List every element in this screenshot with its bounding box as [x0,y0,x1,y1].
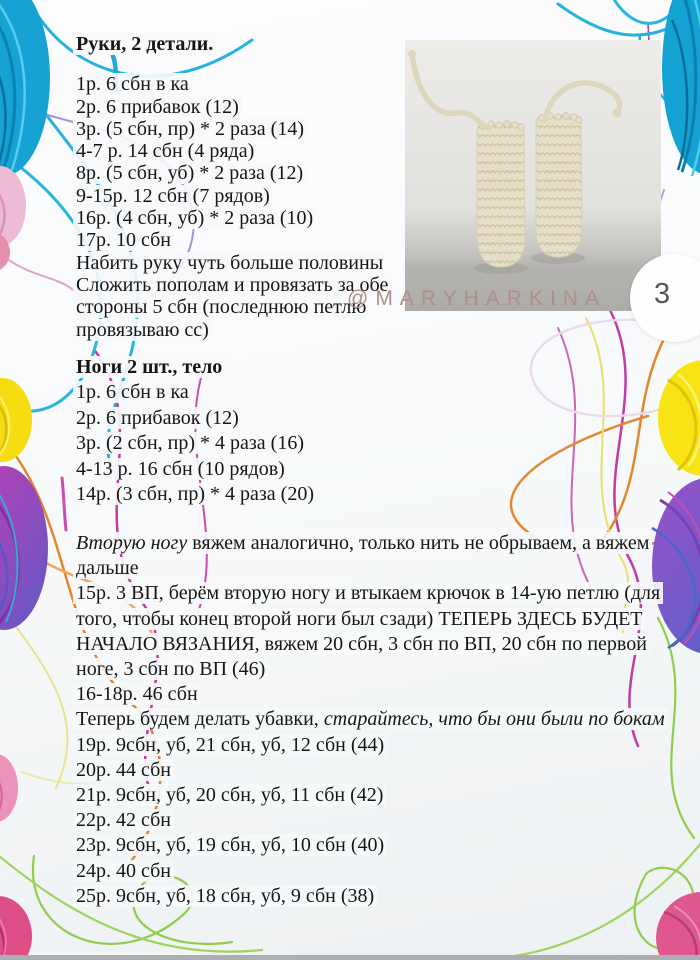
yarn-ball-yellow-right [658,360,700,476]
pattern-row: 24р. 40 сбн [73,859,669,884]
pattern-row: 2р. 6 прибавок (12) [73,406,425,431]
pattern-row: 23р. 9сбн, уб, 19 сбн, уб, 10 сбн (40) [73,833,669,858]
pattern-row: 21р. 9сбн, уб, 20 сбн, уб, 11 сбн (42) [73,783,669,808]
yarn-ball-cyan-top-left [0,0,50,176]
decrease-italic: старайтесь, что бы они были по бокам [323,708,665,731]
yarn-ball-cyan-top-right [662,0,700,176]
note-rest: вяжем аналогично, только нить не обрываем, а вяжем дальше [76,532,650,580]
pattern-row: 17р. 10 сбн [73,229,425,251]
section-body [73,531,669,909]
pattern-row: 15р. 3 ВП, берём вторую ногу и втыкаем крючок в 14-ую петлю (для того, чтобы конец второй ноги был сзади) ТЕПЕРЬ ЗДЕСЬ БУДЕТ НАЧАЛО ВЯЗАНИЯ, вяжем 20 сбн, 3 сбн по ВП, 20 сбн по первой ноге, 3 сбн по ВП (46) [73,581,669,682]
yarn-ball-pink-lower-left [0,754,18,822]
pattern-row: 8р. (5 сбн, уб) * 2 раза (12) [73,162,425,184]
pattern-note: Сложить пополам и провязать за обе стороны 5 сбн (последнюю петлю провязываю сс) [73,274,425,341]
yarn-ball-yellow-left [0,378,32,462]
yarn-ball-pink-left [0,166,26,272]
pattern-row: 16р. (4 сбн, уб) * 2 раза (10) [73,207,425,229]
watermark: @MARYHARKINA [347,287,606,310]
decrease-plain: Теперь будем делать убавки, [76,708,324,731]
pattern-row: 1р. 6 сбн в ка [73,73,425,95]
yarn-ball-pink-bottom-left [0,896,32,960]
pattern-row: 14р. (3 сбн, пр) * 4 раза (20) [73,482,425,507]
pattern-note: Набить руку чуть больше половины [73,252,425,274]
pattern-row: 25р. 9сбн, уб, 18 сбн, уб, 9 сбн (38) [73,884,669,909]
pattern-note [73,531,669,581]
pattern-row: 19р. 9сбн, уб, 21 сбн, уб, 12 сбн (44) [73,733,669,758]
pattern-row: 16-18р. 46 сбн [73,682,669,707]
yarn-ball-purple-left [0,466,48,630]
section-arms-title: Руки, 2 детали. [73,33,425,55]
page-number: 3 [654,278,671,310]
page-bottom-edge [0,955,700,960]
pattern-row: 2р. 6 прибавок (12) [73,96,425,118]
note-italic: Вторую ногу [76,532,188,554]
section-legs [73,355,425,507]
pattern-row: 22р. 42 сбн [73,808,669,833]
section-legs-title: Ноги 2 шт., тело [73,355,425,380]
pattern-row: 20р. 44 сбн [73,758,669,783]
pattern-note [73,707,669,732]
pattern-row: 3р. (2 сбн, пр) * 4 раза (16) [73,431,425,456]
pattern-row: 4-13 р. 16 сбн (10 рядов) [73,457,425,482]
pattern-row: 3р. (5 сбн, пр) * 2 раза (14) [73,118,425,140]
crochet-arms-photo [405,40,661,311]
pattern-row: 1р. 6 сбн в ка [73,380,425,405]
pattern-row: 9-15р. 12 сбн (7 рядов) [73,185,425,207]
pattern-row: 4-7 р. 14 сбн (4 ряда) [73,140,425,162]
